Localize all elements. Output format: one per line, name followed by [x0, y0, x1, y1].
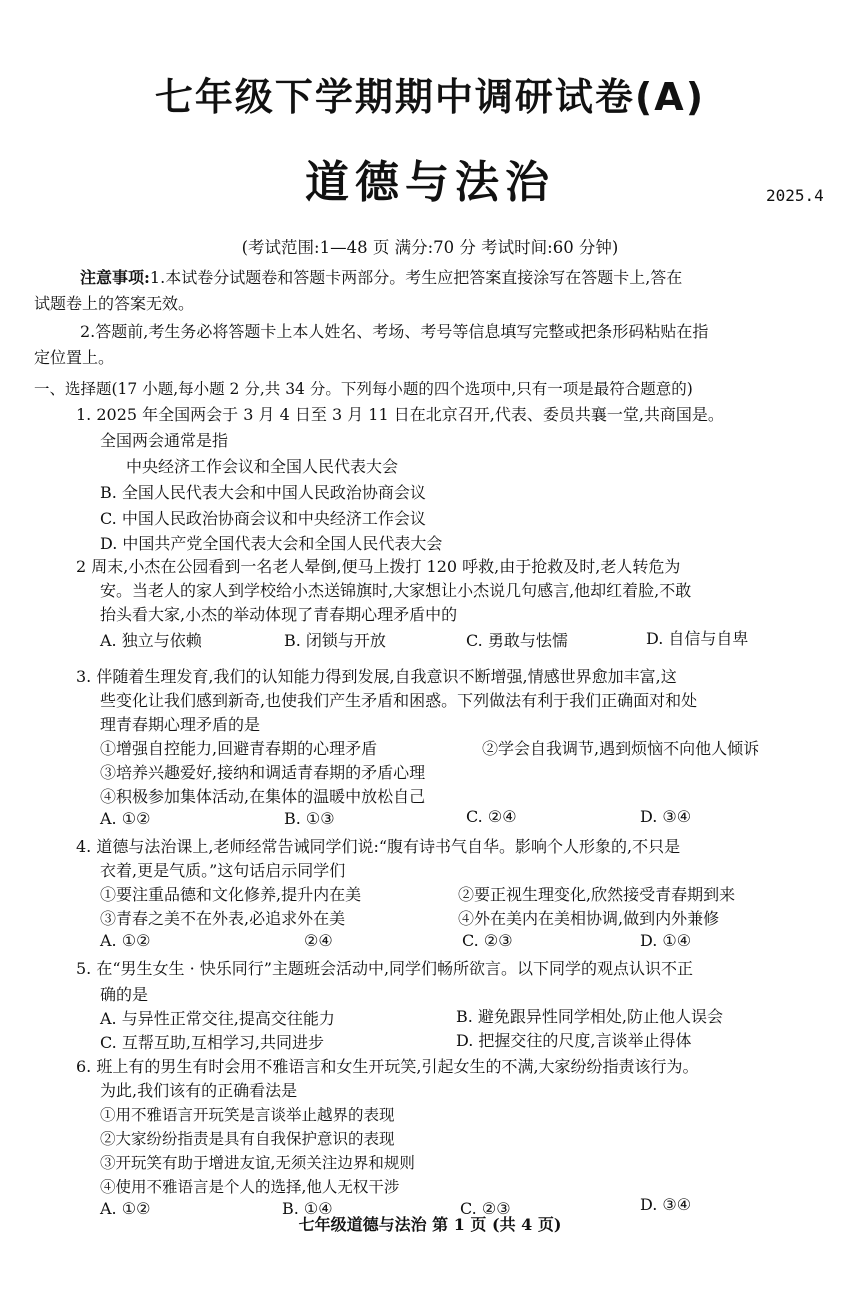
- q4-option-b: ②④: [304, 931, 333, 950]
- section-heading: 一、选择题(17 小题,每小题 2 分,共 34 分。下列每小题的四个选项中,只有一项是最符合题意的): [34, 380, 693, 398]
- q4-stem-cont: 衣着,更是气质。”这句话启示同学们: [100, 861, 346, 880]
- q2-option-d: D. 自信与自卑: [646, 629, 749, 648]
- q6-option-b: B. ①④: [282, 1199, 333, 1218]
- q3-option-d: D. ③④: [640, 807, 692, 826]
- q4-statement-2: ②要正视生理变化,欣然接受青春期到来: [458, 885, 736, 904]
- q6-statement-1: ①用不雅语言开玩笑是言谈举止越界的表现: [100, 1106, 395, 1124]
- q3-option-b: B. ①③: [284, 809, 335, 828]
- q2-stem-cont-2: 抬头看大家,小杰的举动体现了青春期心理矛盾中的: [100, 605, 458, 624]
- q3-stem-cont-1: 些变化让我们感到新奇,也使我们产生矛盾和困惑。下列做法有利于我们正确面对和处: [100, 691, 698, 710]
- q1-stem-cont: 全国两会通常是指: [100, 431, 229, 450]
- q1-option-c: C. 中国人民政治协商会议和中央经济工作会议: [100, 509, 426, 528]
- q1-option-a: 中央经济工作会议和全国人民代表大会: [126, 457, 399, 476]
- q3-statement-4: ④积极参加集体活动,在集体的温暖中放松自己: [100, 787, 426, 806]
- q2-option-a: A. 独立与依赖: [100, 631, 202, 650]
- q5-option-b: B. 避免跟异性同学相处,防止他人误会: [456, 1007, 724, 1026]
- note-1-text: 1.本试卷分试题卷和答题卡两部分。考生应把答案直接涂写在答题卡上,答在: [149, 268, 683, 287]
- q6-stem-cont: 为此,我们该有的正确看法是: [100, 1081, 298, 1100]
- notes-label: 注意事项:: [80, 268, 150, 287]
- note-2-text: 2.答题前,考生务必将答题卡上本人姓名、考场、考号等信息填写完整或把条形码粘贴在指: [80, 322, 709, 341]
- q6-stem: 6. 班上有的男生有时会用不雅语言和女生开玩笑,引起女生的不满,大家纷纷指责该行为。: [76, 1057, 699, 1076]
- q2-option-b: B. 闭锁与开放: [284, 631, 386, 650]
- q6-option-d: D. ③④: [640, 1195, 692, 1214]
- q4-option-a: A. ①②: [100, 931, 151, 950]
- q2-stem: 2 周末,小杰在公园看到一名老人晕倒,便马上拨打 120 呼救,由于抢救及时,老人转危为: [76, 557, 681, 576]
- q4-statement-1: ①要注重品德和文化修养,提升内在美: [100, 885, 362, 904]
- exam-title: 七年级下学期期中调研试卷(A): [154, 75, 706, 119]
- note-2-continuation: 定位置上。: [34, 348, 115, 367]
- q5-option-d: D. 把握交往的尺度,言谈举止得体: [456, 1031, 692, 1050]
- q6-option-c: C. ②③: [460, 1199, 511, 1218]
- notes-line-1: [80, 267, 682, 289]
- q5-option-a: A. 与异性正常交往,提高交往能力: [100, 1009, 335, 1028]
- q4-option-c: C. ②③: [462, 931, 513, 950]
- q3-option-c: C. ②④: [466, 807, 517, 826]
- q6-statement-2: ②大家纷纷指责是具有自我保护意识的表现: [100, 1130, 395, 1148]
- q1-stem: 1. 2025 年全国两会于 3 月 4 日至 3 月 11 日在北京召开,代表、委员共襄一堂,共商国是。: [76, 405, 724, 424]
- q5-stem: 5. 在“男生女生 · 快乐同行”主题班会活动中,同学们畅所欲言。以下同学的观点认识不正: [76, 959, 694, 978]
- q3-statement-1: ①增强自控能力,回避青春期的心理矛盾: [100, 739, 378, 758]
- q4-statement-3: ③青春之美不在外表,必追求外在美: [100, 909, 346, 928]
- subject-title: 道德与法治: [305, 157, 555, 208]
- q3-stem: 3. 伴随着生理发育,我们的认知能力得到发展,自我意识不断增强,情感世界愈加丰富,这: [76, 667, 677, 686]
- q3-option-a: A. ①②: [100, 809, 151, 828]
- q5-option-c: C. 互帮互助,互相学习,共同进步: [100, 1033, 325, 1052]
- q1-option-d: D. 中国共产党全国代表大会和全国人民代表大会: [100, 534, 443, 553]
- q3-statement-2: ②学会自我调节,遇到烦恼不向他人倾诉: [482, 739, 760, 758]
- q4-stem: 4. 道德与法治课上,老师经常告诫同学们说:“腹有诗书气自华。影响个人形象的,不只是: [76, 837, 681, 856]
- q6-statement-3: ③开玩笑有助于增进友谊,无须关注边界和规则: [100, 1154, 415, 1172]
- q2-option-c: C. 勇敢与怯懦: [466, 631, 568, 650]
- q4-statement-4: ④外在美内在美相协调,做到内外兼修: [458, 909, 720, 928]
- q3-statement-3: ③培养兴趣爱好,接纳和调适青春期的矛盾心理: [100, 763, 426, 782]
- q3-stem-cont-2: 理青春期心理矛盾的是: [100, 715, 261, 734]
- q6-statement-4: ④使用不雅语言是个人的选择,他人无权干涉: [100, 1178, 400, 1196]
- note-1-continuation: 试题卷上的答案无效。: [34, 294, 195, 313]
- q6-option-a: A. ①②: [100, 1199, 151, 1218]
- q1-option-b: B. 全国人民代表大会和中国人民政治协商会议: [100, 483, 426, 502]
- exam-info: (考试范围:1—48 页 满分:70 分 考试时间:60 分钟): [241, 238, 619, 257]
- exam-date: 2025.4: [766, 186, 824, 205]
- q2-stem-cont-1: 安。当老人的家人到学校给小杰送锦旗时,大家想让小杰说几句感言,他却红着脸,不敢: [100, 581, 692, 600]
- page-footer: 七年级道德与法治 第 1 页 (共 4 页): [298, 1215, 562, 1234]
- q5-stem-cont: 确的是: [100, 985, 149, 1004]
- q4-option-d: D. ①④: [640, 931, 692, 950]
